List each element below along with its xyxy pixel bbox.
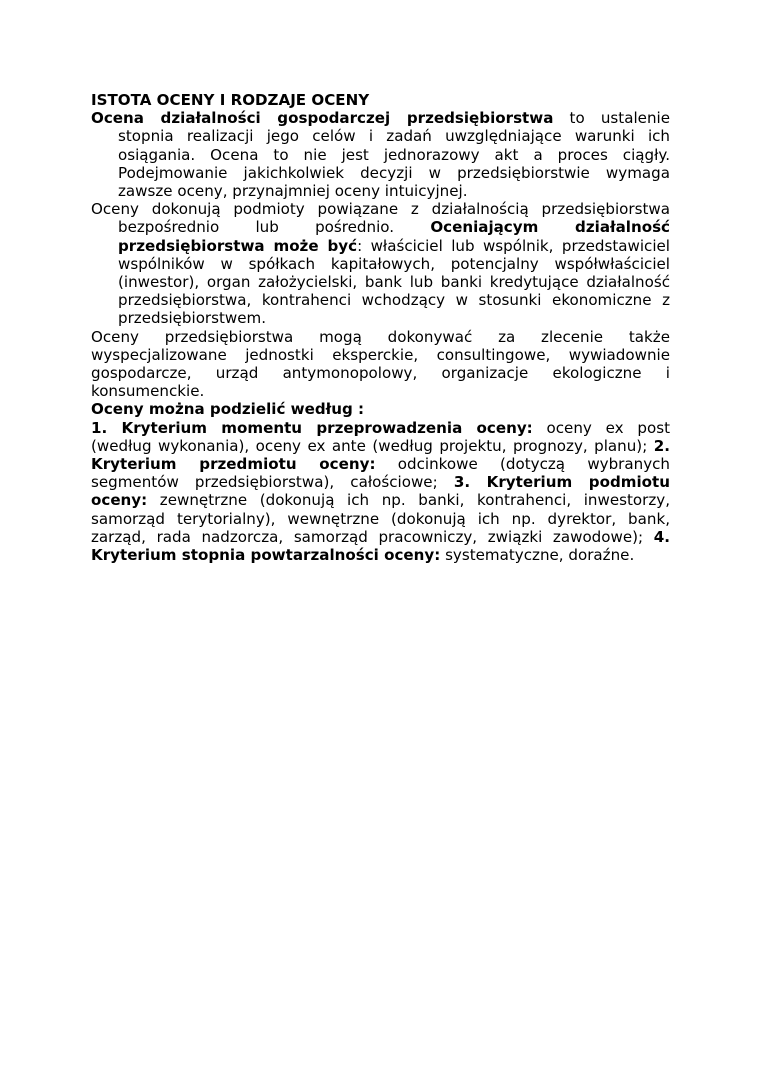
classification-heading: Oceny można podzielić według :: [91, 400, 365, 419]
paragraph-criteria: [91, 419, 670, 565]
document-body: [91, 91, 670, 564]
evaluators-list: : właściciel lub wspólnik, przedstawiciel wspólników w spółkach kapitałowych, potencjalny współwłaściciel (inwestor), organ założycielski, bank lub banki kredytujące działalność przedsiębiorstwa, kontrahenci wchodzący w stosunki ekonomiczne z przedsiębiorstwem.: [118, 236, 671, 328]
criterion-4-text: systematyczne, doraźne.: [440, 546, 635, 565]
criterion-3-label: 3. Kryterium podmiotu oceny:: [91, 473, 670, 510]
definition-term: Ocena działalności gospodarczej przedsiębiorstwa: [91, 109, 554, 128]
evaluators-term: Oceniającym działalność przedsiębiorstwa może być: [118, 218, 671, 255]
criterion-1-label: 1. Kryterium momentu przeprowadzenia oceny:: [91, 418, 533, 437]
evaluators-intro: Oceny dokonują podmioty powiązane z działalnością przedsiębiorstwa bezpośrednio lub pośrednio.: [91, 200, 670, 237]
paragraph-evaluators: [91, 200, 670, 327]
section-heading: ISTOTA OCENY I RODZAJE OCENY: [91, 91, 370, 109]
criterion-2-label: 2. Kryterium przedmiotu oceny:: [91, 436, 670, 474]
paragraph-definition: [91, 109, 670, 200]
criterion-2-text: odcinkowe (dotyczą wybranych segmentów przedsiębiorstwa), całościowe;: [91, 455, 671, 492]
criterion-4-label: 4. Kryterium stopnia powtarzalności oceny:: [91, 527, 670, 565]
definition-text: to ustalenie stopnia realizacji jego celów i zadań uwzględniające warunki ich osiągania. Ocena to nie jest jednorazowy akt a proces ciągły. Podejmowanie jakichkolwiek decyzji w przedsiębiorstwie wymaga zawsze oceny, przynajmniej oceny intuicyjnej.: [118, 109, 670, 201]
criterion-3-text: zewnętrzne (dokonują ich np. banki, kontrahenci, inwestorzy, samorząd terytorialny), wewnętrzne (dokonują ich np. dyrektor, bank, zarząd, rada nadzorcza, samorząd pracowniczy, związki zawodowe);: [91, 491, 670, 546]
criterion-1-text: oceny ex post (według wykonania), oceny ex ante (według projektu, prognozy, planu);: [91, 418, 670, 455]
paragraph-specialized: Oceny przedsiębiorstwa mogą dokonywać za zlecenie także wyspecjalizowane jednostki eksperckie, consultingowe, wywiadownie gospodarcze, urząd antymonopolowy, organizacje ekologiczne i konsumenckie.: [91, 327, 670, 401]
